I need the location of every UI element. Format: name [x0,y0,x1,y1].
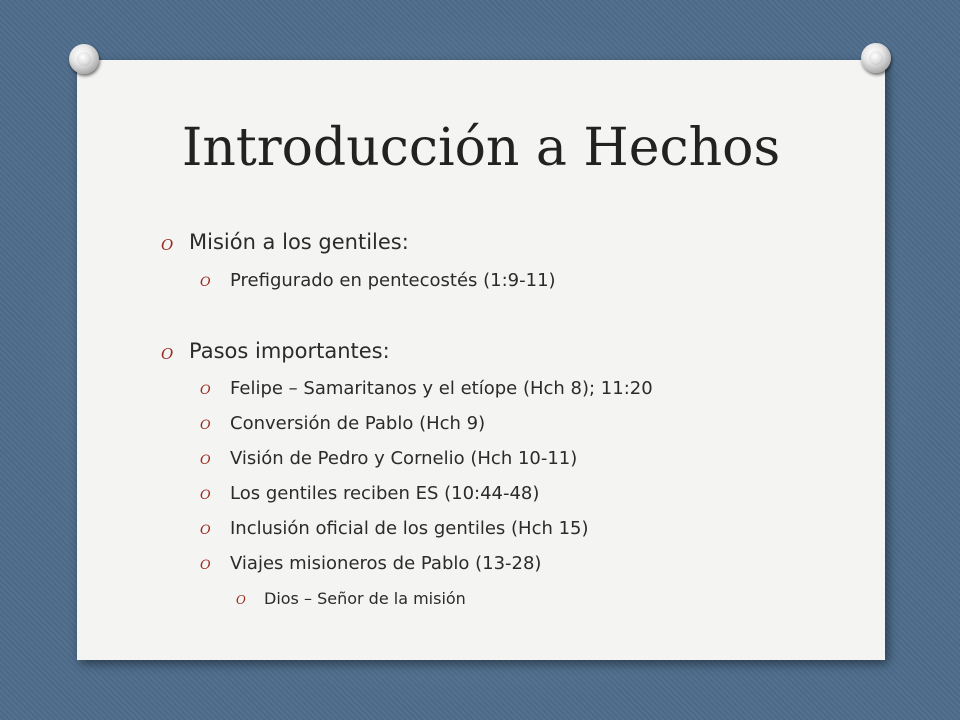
sub-bullet-item [200,483,539,504]
bullet-text: Conversión de Pablo (Hch 9) [230,413,486,434]
bullet-text: Dios – Señor de la misión [264,589,466,608]
bullet-icon: O [161,345,174,363]
bullet-text: Misión a los gentiles: [189,230,409,254]
sub-bullet-item [200,270,556,291]
pushpin-icon [861,43,891,73]
bullet-item [161,339,390,363]
sub-bullet-item [200,378,653,399]
bullet-icon: O [236,593,246,607]
bullet-icon: O [200,383,211,398]
pushpin-icon [69,44,99,74]
sub-bullet-item [200,518,589,539]
bullet-icon: O [200,418,211,433]
bullet-icon: O [200,453,211,468]
sub-bullet-item [200,448,577,469]
bullet-text: Inclusión oficial de los gentiles (Hch 15) [230,518,589,539]
bullet-text: Viajes misioneros de Pablo (13-28) [230,553,542,574]
bullet-text: Visión de Pedro y Cornelio (Hch 10-11) [230,448,578,469]
bullet-icon: O [200,275,211,290]
bullet-icon: O [200,558,211,573]
bullet-text: Felipe – Samaritanos y el etíope (Hch 8); 11:20 [230,378,653,399]
sub-sub-bullet-item [236,589,466,608]
bullet-text: Los gentiles reciben ES (10:44-48) [230,483,540,504]
bullet-item [161,230,409,254]
bullet-icon: O [161,236,174,254]
bullet-text: Prefigurado en pentecostés (1:9-11) [230,270,556,291]
bullet-icon: O [200,488,211,503]
bullet-icon: O [200,523,211,538]
bullet-text: Pasos importantes: [189,339,390,363]
sub-bullet-item [200,553,541,574]
slide-title: Introducción a Hechos [181,118,781,178]
sub-bullet-item [200,413,485,434]
